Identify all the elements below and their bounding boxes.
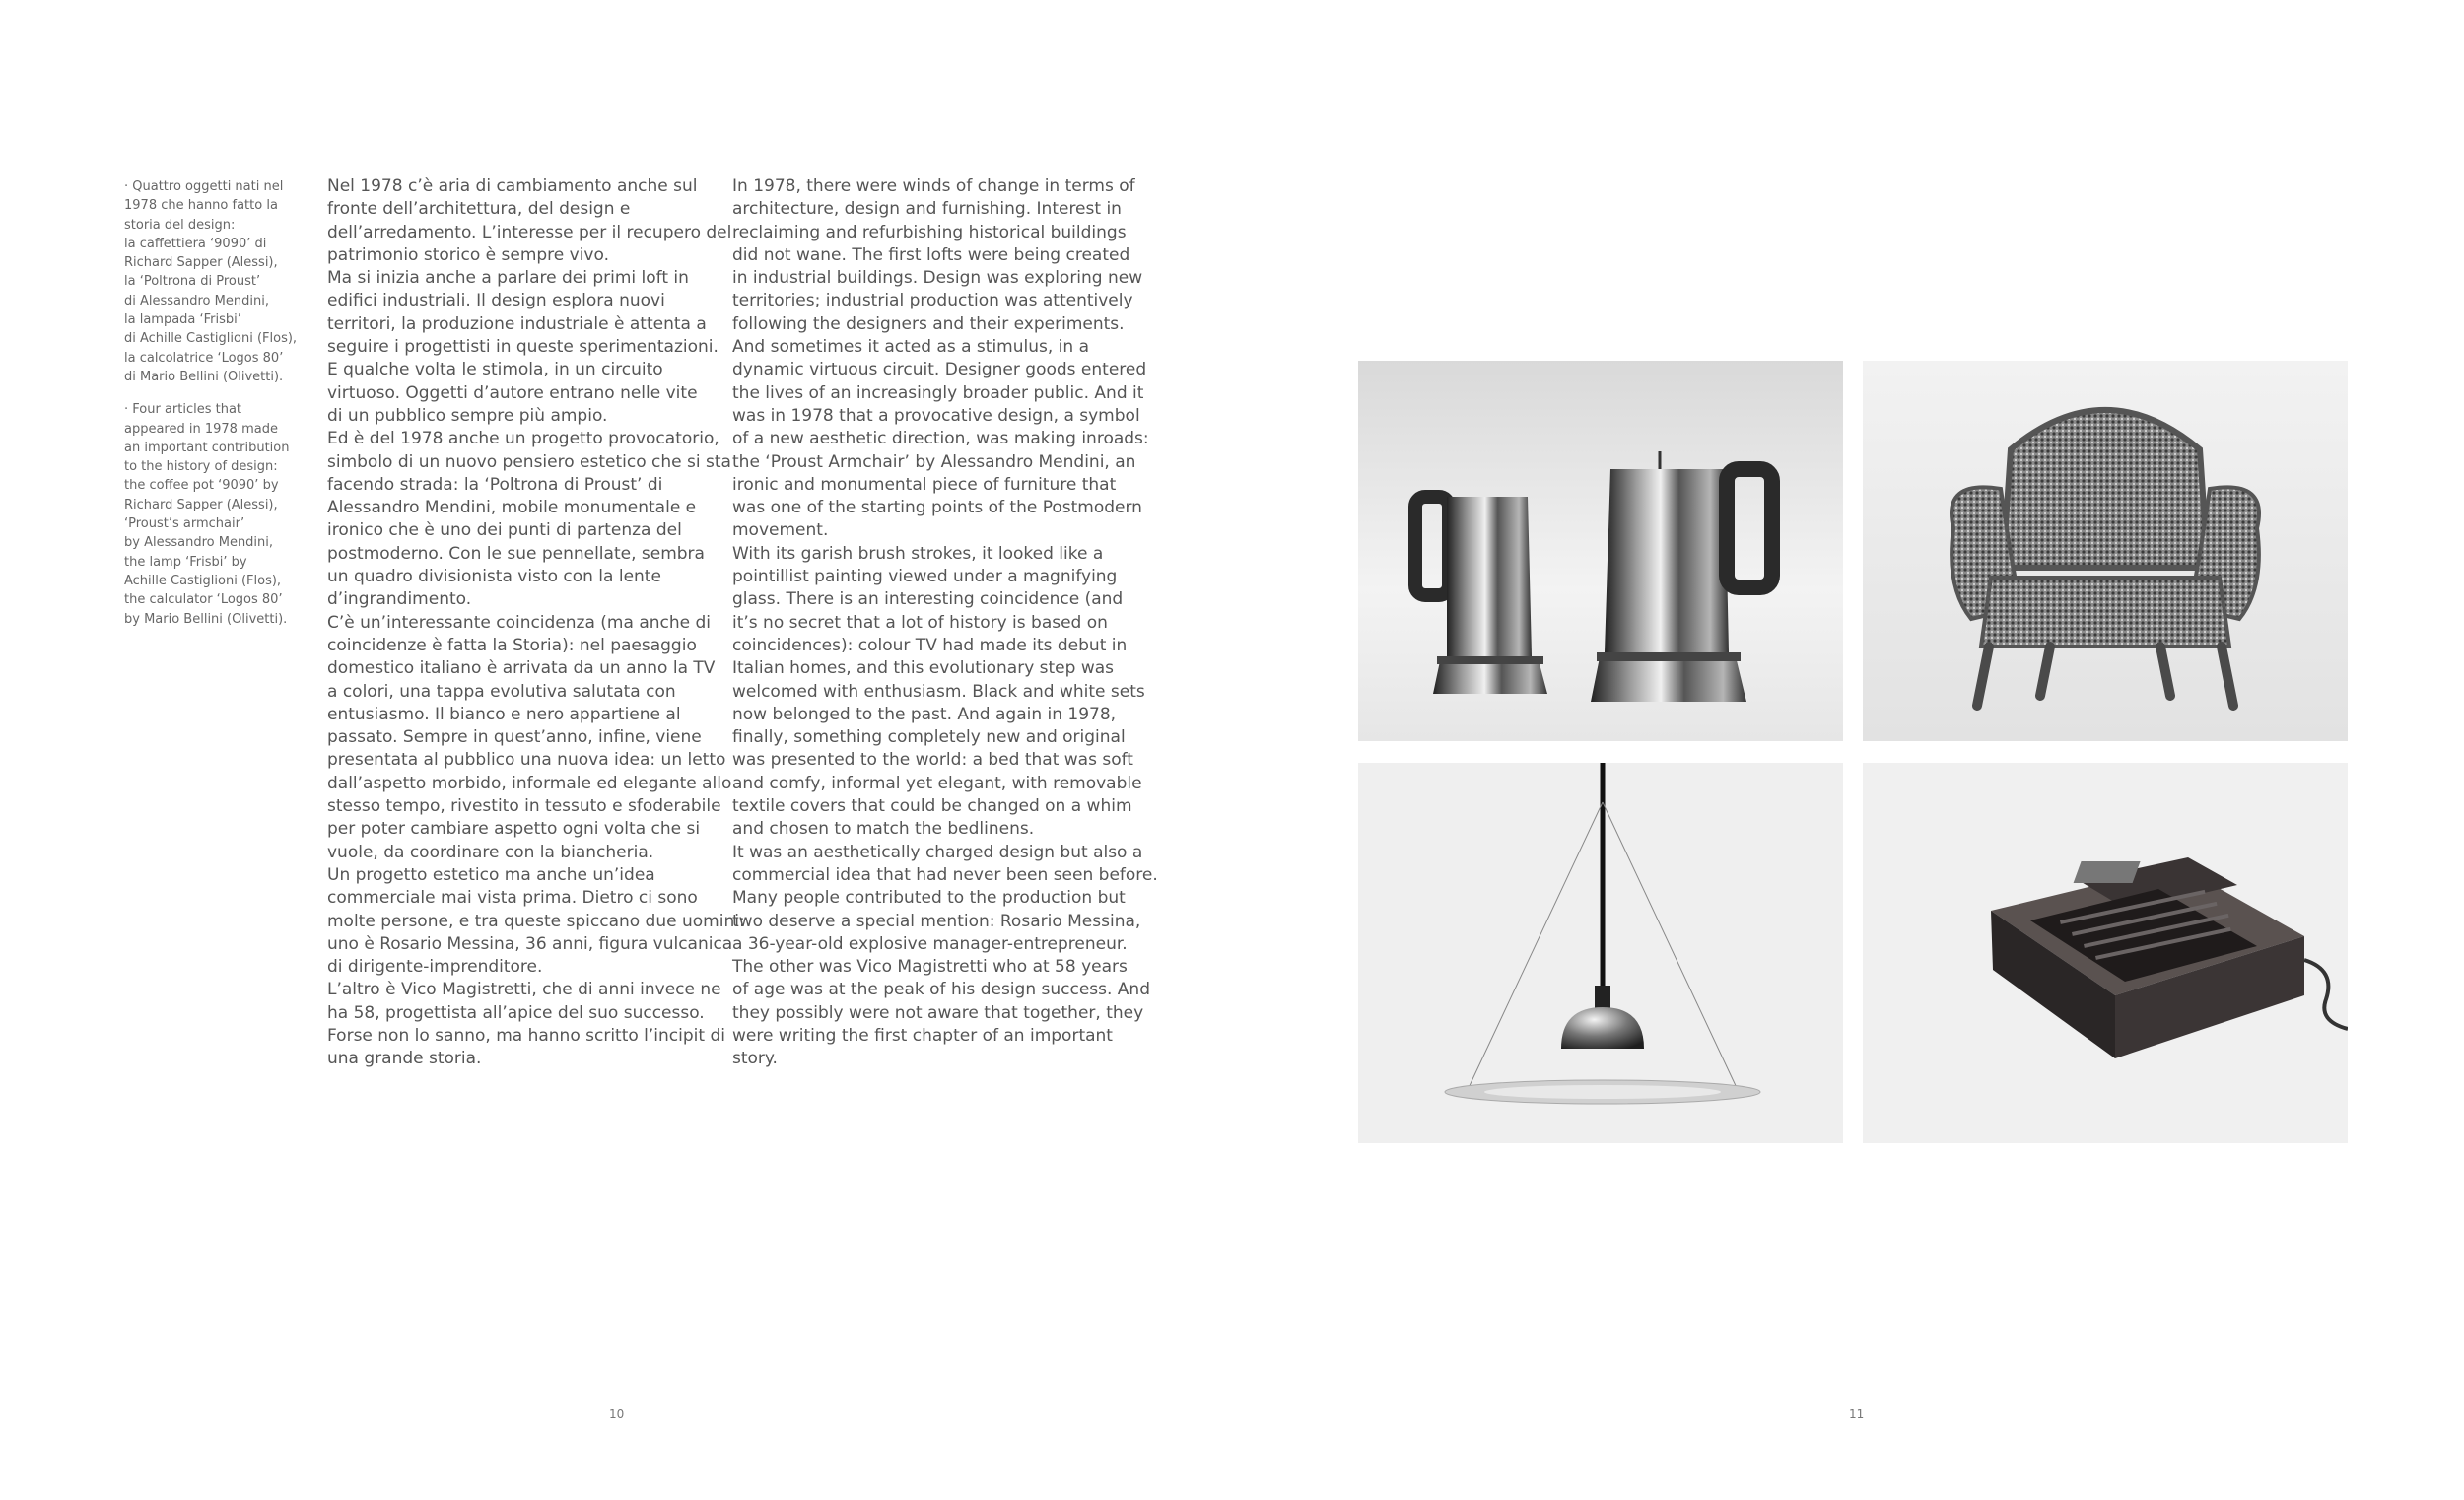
text-line: ironic and monumental piece of furniture that: [732, 474, 1117, 495]
text-line: And sometimes it acted as a stimulus, in a: [732, 337, 1089, 358]
text-line: simbolo di un nuovo pensiero estetico che si sta: [327, 451, 731, 472]
text-line: of age was at the peak of his design success. And: [732, 980, 1150, 1000]
coffee-pot-photo: [1358, 361, 1843, 741]
body-text-italian: [327, 175, 745, 1071]
text-line: facendo strada: la ‘Poltrona di Proust’ di: [327, 474, 663, 495]
text-line: in industrial buildings. Design was exploring new: [732, 268, 1143, 289]
text-line: edifici industriali. Il design esplora nuovi: [327, 291, 665, 311]
caption-line: la ‘Poltrona di Proust’: [124, 274, 261, 290]
text-line: the ‘Proust Armchair’ by Alessandro Mendini, an: [732, 451, 1136, 472]
text-line: textile covers that could be changed on a whim: [732, 796, 1132, 817]
page-number-left: 10: [609, 1407, 625, 1421]
caption-line: to the history of design:: [124, 459, 278, 475]
caption-line: di Achille Castiglioni (Flos),: [124, 331, 298, 347]
caption-line: by Mario Bellini (Olivetti).: [124, 611, 288, 627]
text-line: glass. There is an interesting coincidence (and: [732, 589, 1124, 610]
text-line: vuole, da coordinare con la biancheria.: [327, 842, 654, 862]
caption-line: di Mario Bellini (Olivetti).: [124, 369, 284, 384]
text-line: fronte dell’architettura, del design e: [327, 199, 631, 220]
text-line: dell’arredamento. L’interesse per il recupero del: [327, 222, 732, 242]
coffee-pot-icon: [1358, 361, 1843, 741]
caption-english: [124, 400, 311, 629]
text-line: movement.: [732, 520, 829, 541]
text-line: were writing the first chapter of an important: [732, 1025, 1113, 1046]
text-line: story.: [732, 1049, 778, 1069]
text-line: Alessandro Mendini, mobile monumentale e: [327, 498, 697, 518]
text-line: Many people contributed to the production but: [732, 888, 1126, 909]
text-line: di un pubblico sempre più ampio.: [327, 405, 608, 426]
caption-line: di Alessandro Mendini,: [124, 293, 269, 308]
text-line: it’s no secret that a lot of history is based on: [732, 612, 1108, 633]
text-line: territori, la produzione industriale è attenta a: [327, 313, 707, 334]
text-line: domestico italiano è arrivata da un anno la TV: [327, 658, 716, 679]
text-line: una grande storia.: [327, 1049, 482, 1069]
text-line: virtuoso. Oggetti d’autore entrano nelle vite: [327, 382, 698, 403]
text-line: and chosen to match the bedlinens.: [732, 819, 1035, 840]
text-line: now belonged to the past. And again in 1978,: [732, 704, 1117, 724]
text-line: Un progetto estetico ma anche un’idea: [327, 864, 655, 885]
text-line: postmoderno. Con le sue pennellate, sembra: [327, 543, 705, 564]
text-line: ha 58, progettista all’apice del suo successo.: [327, 1002, 705, 1023]
text-line: The other was Vico Magistretti who at 58 years: [732, 957, 1128, 978]
caption-line: by Alessandro Mendini,: [124, 535, 274, 551]
text-line: presentata al pubblico una nuova idea: un letto: [327, 750, 726, 771]
text-line: Italian homes, and this evolutionary step was: [732, 658, 1115, 679]
text-line: of a new aesthetic direction, was making inroads:: [732, 429, 1149, 449]
text-line: In 1978, there were winds of change in terms of: [732, 176, 1135, 196]
text-line: two deserve a special mention: Rosario Messina,: [732, 911, 1141, 931]
caption-line: the coffee pot ‘9090’ by: [124, 478, 279, 494]
text-line: coincidences): colour TV had made its debut in: [732, 635, 1128, 655]
text-line: coincidenze è fatta la Storia): nel paesaggio: [327, 635, 697, 655]
text-line: patrimonio storico è sempre vivo.: [327, 244, 609, 265]
caption-line: storia del design:: [124, 217, 236, 233]
text-line: Ma si inizia anche a parlare dei primi loft in: [327, 268, 689, 289]
text-line: Ed è del 1978 anche un progetto provocatorio,: [327, 429, 719, 449]
text-line: dall’aspetto morbido, informale ed elegante allo: [327, 773, 732, 793]
text-line: d’ingrandimento.: [327, 589, 472, 610]
text-line: passato. Sempre in quest’anno, infine, viene: [327, 727, 702, 748]
photo-captions: [124, 177, 311, 629]
caption-line: · Four articles that: [124, 402, 242, 418]
calculator-photo: [1863, 763, 2348, 1143]
text-line: the lives of an increasingly broader public. And it: [732, 382, 1144, 403]
text-line: they possibly were not aware that together, they: [732, 1002, 1144, 1023]
text-line: dynamic virtuous circuit. Designer goods entered: [732, 360, 1147, 380]
caption-line: Richard Sapper (Alessi),: [124, 497, 278, 512]
caption-line: an important contribution: [124, 440, 290, 455]
body-text-english: [732, 175, 1158, 1071]
caption-line: Achille Castiglioni (Flos),: [124, 573, 282, 588]
text-line: welcomed with enthusiasm. Black and white sets: [732, 681, 1145, 702]
text-line: commerciale mai vista prima. Dietro ci sono: [327, 888, 698, 909]
text-line: uno è Rosario Messina, 36 anni, figura vulcanica: [327, 933, 733, 954]
caption-line: Richard Sapper (Alessi),: [124, 255, 278, 271]
caption-line: · Quattro oggetti nati nel: [124, 179, 284, 194]
text-line: It was an aesthetically charged design but also a: [732, 842, 1143, 862]
text-line: a 36-year-old explosive manager-entrepreneur.: [732, 933, 1128, 954]
page-number-right: 11: [1849, 1407, 1865, 1421]
text-line: and comfy, informal yet elegant, with removable: [732, 773, 1142, 793]
text-line: territories; industrial production was attentively: [732, 291, 1133, 311]
caption-line: la lampada ‘Frisbi’: [124, 312, 241, 328]
text-line: stesso tempo, rivestito in tessuto e sfoderabile: [327, 796, 721, 817]
text-line: seguire i progettisti in queste sperimentazioni.: [327, 337, 719, 358]
text-line: molte persone, e tra queste spiccano due uomini:: [327, 911, 745, 931]
text-line: did not wane. The first lofts were being created: [732, 244, 1130, 265]
text-line: E qualche volta le stimola, in un circuito: [327, 360, 663, 380]
text-line: was presented to the world: a bed that was soft: [732, 750, 1133, 771]
text-line: was one of the starting points of the Postmodern: [732, 498, 1142, 518]
text-line: pointillist painting viewed under a magnifying: [732, 567, 1118, 587]
caption-line: appeared in 1978 made: [124, 421, 278, 437]
armchair-icon: [1863, 361, 2348, 741]
text-line: finally, something completely new and original: [732, 727, 1126, 748]
caption-line: la caffettiera ‘9090’ di: [124, 236, 267, 251]
pendant-lamp-photo: [1358, 763, 1843, 1143]
text-line: Nel 1978 c’è aria di cambiamento anche sul: [327, 176, 698, 196]
caption-line: la calcolatrice ‘Logos 80’: [124, 350, 284, 366]
caption-line: the calculator ‘Logos 80’: [124, 592, 283, 608]
text-line: With its garish brush strokes, it looked like a: [732, 543, 1104, 564]
calculator-icon: [1863, 763, 2348, 1143]
text-line: C’è un’interessante coincidenza (ma anche di: [327, 612, 712, 633]
lamp-icon: [1358, 763, 1843, 1143]
text-line: un quadro divisionista visto con la lente: [327, 567, 661, 587]
text-line: was in 1978 that a provocative design, a symbol: [732, 405, 1140, 426]
caption-line: the lamp ‘Frisbi’ by: [124, 554, 247, 570]
text-line: L’altro è Vico Magistretti, che di anni invece ne: [327, 980, 721, 1000]
text-line: a colori, una tappa evolutiva salutata con: [327, 681, 676, 702]
caption-line: ‘Proust’s armchair’: [124, 516, 245, 532]
text-line: commercial idea that had never been seen before.: [732, 864, 1158, 885]
text-line: di dirigente-imprenditore.: [327, 957, 543, 978]
text-line: following the designers and their experiments.: [732, 313, 1125, 334]
caption-line: 1978 che hanno fatto la: [124, 198, 278, 214]
text-line: ironico che è uno dei punti di partenza del: [327, 520, 682, 541]
text-line: Forse non lo sanno, ma hanno scritto l’incipit di: [327, 1025, 725, 1046]
text-line: entusiasmo. Il bianco e nero appartiene al: [327, 704, 681, 724]
text-line: per poter cambiare aspetto ogni volta che si: [327, 819, 701, 840]
text-line: reclaiming and refurbishing historical buildings: [732, 222, 1127, 242]
text-line: architecture, design and furnishing. Interest in: [732, 199, 1122, 220]
caption-italian: [124, 177, 311, 386]
armchair-photo: [1863, 361, 2348, 741]
